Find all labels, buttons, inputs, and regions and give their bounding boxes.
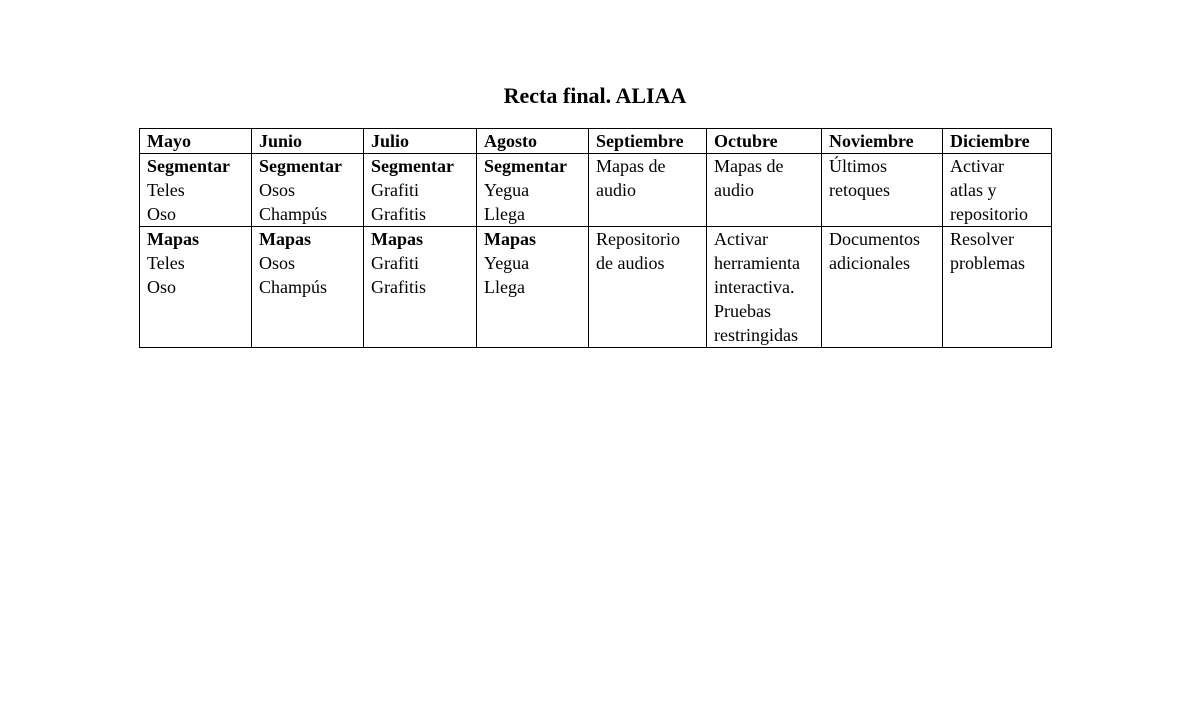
column-header: Octubre: [707, 129, 822, 154]
cell-line: retoques: [829, 180, 890, 200]
cell-line: adicionales: [829, 253, 910, 273]
cell-line: Llega: [484, 204, 525, 224]
table-cell: [140, 227, 252, 348]
cell-line: interactiva.: [714, 277, 795, 297]
cell-heading: Segmentar: [147, 156, 230, 176]
table-cell: [252, 154, 364, 227]
cell-line: Osos: [259, 180, 296, 200]
cell-line: herramienta: [714, 253, 800, 273]
table-cell: [252, 227, 364, 348]
cell-line: de audios: [596, 253, 665, 273]
cell-line: Oso: [147, 277, 177, 297]
table-row: [140, 227, 1052, 348]
column-header: Julio: [364, 129, 477, 154]
cell-line: Grafitis: [371, 204, 426, 224]
cell-line: Grafiti: [371, 180, 419, 200]
cell-line: audio: [714, 180, 754, 200]
column-header: Junio: [252, 129, 364, 154]
cell-line: Yegua: [484, 253, 530, 273]
cell-line: Teles: [147, 180, 185, 200]
column-header: Mayo: [140, 129, 252, 154]
cell-line: Yegua: [484, 180, 530, 200]
cell-line: Últimos: [829, 156, 888, 176]
cell-line: Activar: [950, 156, 1004, 176]
cell-heading: Segmentar: [259, 156, 342, 176]
cell-heading: Mapas: [259, 229, 312, 249]
cell-line: Teles: [147, 253, 185, 273]
table-cell: [822, 154, 943, 227]
table-cell: [707, 227, 822, 348]
table-cell: [943, 227, 1052, 348]
cell-line: Repositorio: [596, 229, 680, 249]
cell-line: restringidas: [714, 325, 798, 345]
column-header: Noviembre: [822, 129, 943, 154]
column-header: Diciembre: [943, 129, 1052, 154]
cell-line: Resolver: [950, 229, 1014, 249]
table-cell: [943, 154, 1052, 227]
cell-line: Documentos: [829, 229, 920, 249]
cell-line: Mapas de: [714, 156, 784, 176]
table-cell: [477, 154, 589, 227]
schedule-table: [139, 128, 1052, 348]
table-row: [140, 154, 1052, 227]
cell-line: Activar: [714, 229, 768, 249]
cell-line: Pruebas: [714, 301, 771, 321]
table-cell: [707, 154, 822, 227]
cell-line: Mapas de: [596, 156, 666, 176]
table-cell: [140, 154, 252, 227]
cell-line: atlas y: [950, 180, 997, 200]
table-cell: [477, 227, 589, 348]
cell-line: Grafiti: [371, 253, 419, 273]
header-row: [140, 129, 1052, 154]
cell-heading: Mapas: [147, 229, 200, 249]
cell-heading: Mapas: [484, 229, 537, 249]
table-cell: [822, 227, 943, 348]
table-cell: [364, 227, 477, 348]
cell-heading: Segmentar: [484, 156, 567, 176]
column-header: Agosto: [477, 129, 589, 154]
cell-line: repositorio: [950, 204, 1028, 224]
cell-line: Champús: [259, 277, 328, 297]
cell-heading: Mapas: [371, 229, 424, 249]
cell-line: Llega: [484, 277, 525, 297]
table-cell: [589, 227, 707, 348]
document-title: Recta final. ALIAA: [503, 83, 687, 108]
table-cell: [364, 154, 477, 227]
cell-line: Osos: [259, 253, 296, 273]
cell-line: Champús: [259, 204, 328, 224]
cell-line: Oso: [147, 204, 177, 224]
cell-line: problemas: [950, 253, 1025, 273]
cell-line: Grafitis: [371, 277, 426, 297]
cell-heading: Segmentar: [371, 156, 454, 176]
table-cell: [589, 154, 707, 227]
column-header: Septiembre: [589, 129, 707, 154]
cell-line: audio: [596, 180, 636, 200]
